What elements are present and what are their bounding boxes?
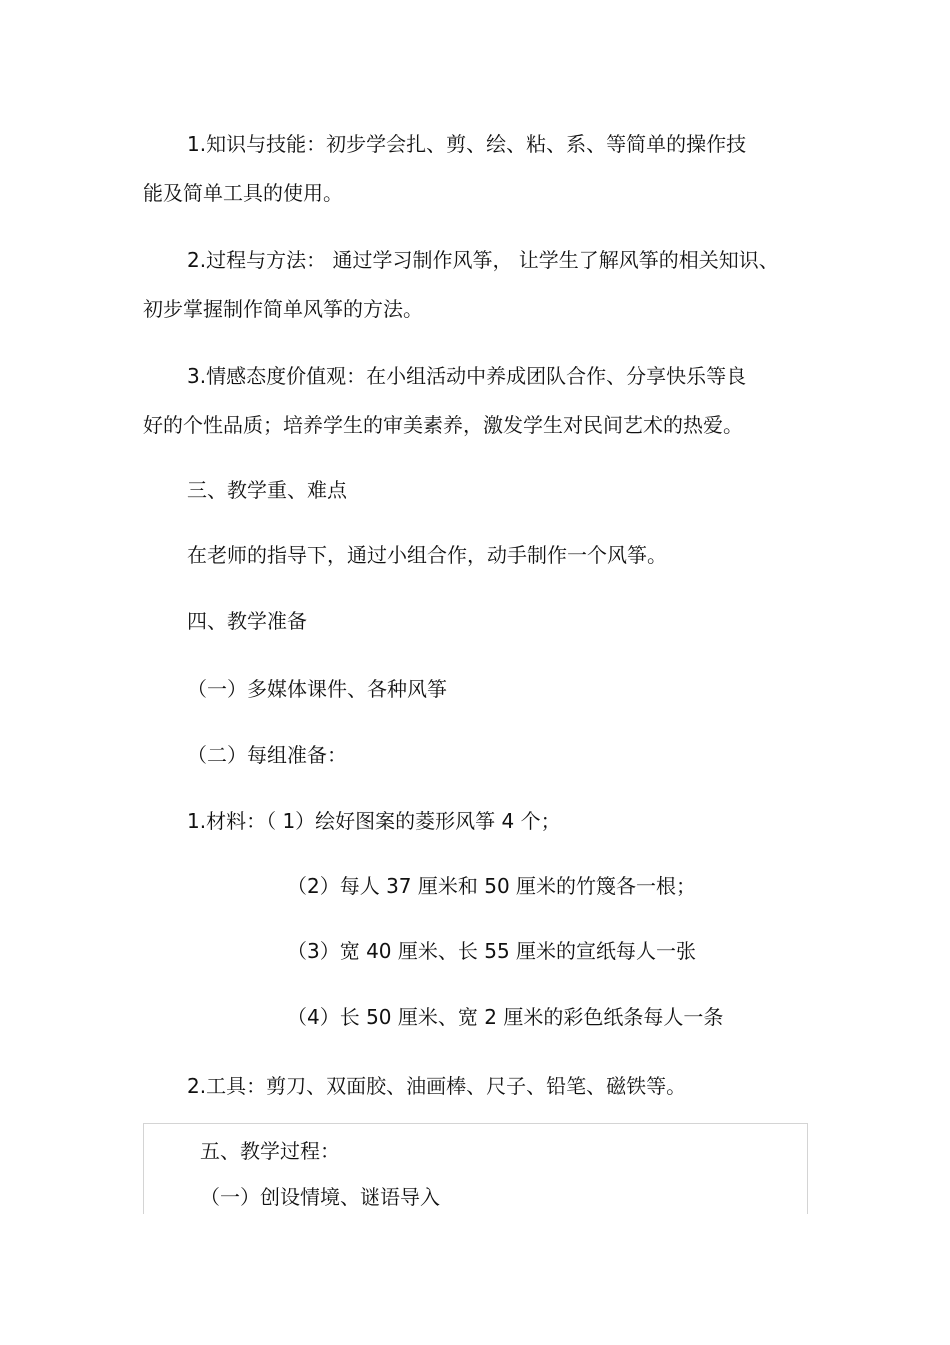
section5-box [143, 1123, 808, 1214]
section5-sub1: （一）创设情境、谜语导入 [200, 1185, 440, 1209]
section4-sub1: （一）多媒体课件、各种风筝 [187, 677, 447, 701]
objective-process-line2: 初步掌握制作简单风筝的方法。 [143, 297, 423, 321]
objective-attitude-line2: 好的个性品质；培养学生的审美素养，激发学生对民间艺术的热爱。 [143, 413, 743, 437]
materials-line2: （2）每人 37 厘米和 50 厘米的竹篾各一根； [287, 874, 697, 898]
objective-knowledge-line2: 能及简单工具的使用。 [143, 181, 343, 205]
section5-heading: 五、教学过程： [200, 1139, 340, 1163]
objective-knowledge-line1: 1.知识与技能：初步学会扎、剪、绘、粘、系、等简单的操作技 [187, 132, 747, 156]
objective-process-line1: 2.过程与方法： 通过学习制作风筝， 让学生了解风筝的相关知识、 [187, 248, 779, 272]
section3-heading: 三、教学重、难点 [187, 478, 347, 502]
materials-line3: （3）宽 40 厘米、长 55 厘米的宣纸每人一张 [287, 939, 697, 963]
section4-heading: 四、教学准备 [187, 609, 307, 633]
objective-attitude-line1: 3.情感态度价值观：在小组活动中养成团队合作、分享快乐等良 [187, 364, 747, 388]
tools-line: 2.工具：剪刀、双面胶、油画棒、尺子、铅笔、磁铁等。 [187, 1074, 687, 1098]
materials-line4: （4）长 50 厘米、宽 2 厘米的彩色纸条每人一条 [287, 1005, 724, 1029]
section3-content: 在老师的指导下，通过小组合作，动手制作一个风筝。 [187, 543, 667, 567]
materials-line1: 1.材料：（ 1）绘好图案的菱形风筝 4 个； [187, 809, 561, 833]
section4-sub2: （二）每组准备： [187, 743, 347, 767]
